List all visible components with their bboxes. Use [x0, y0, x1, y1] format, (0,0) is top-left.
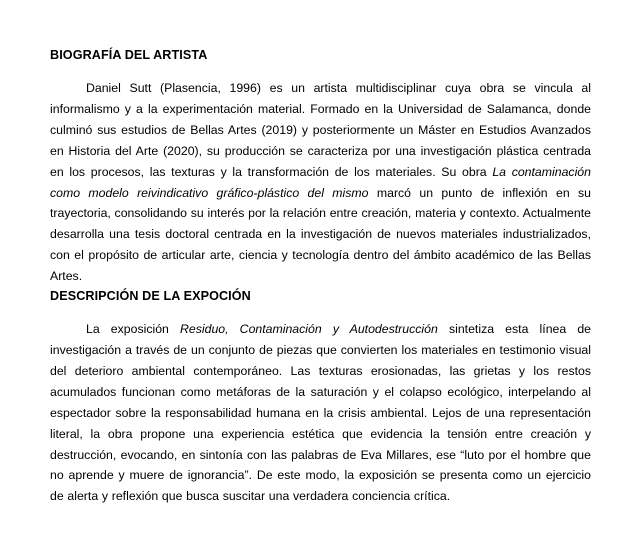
italic-title-text: Residuo, Contaminación y Autodestrucción	[180, 322, 438, 337]
exhibition-description-heading: DESCRIPCIÓN DE LA EXPOCIÓN	[50, 289, 251, 304]
biography-heading: BIOGRAFÍA DEL ARTISTA	[50, 48, 208, 62]
italic-title-text: La contaminación como modelo reivindicativo gráfico-plástico del mismo	[50, 164, 591, 200]
exhibition-description-paragraph	[50, 319, 591, 507]
section-exhibition-description	[50, 288, 591, 507]
body-text: marcó un punto de inflexión en su trayectoria, consolidando su interés por la relación entre creación, materia y contexto. Actualmente desarrolla una tesis doctoral centrada en la investigación de nuevos materiales industrializados, con el propósito de articular arte, ciencia y tecnología dentro del ámbito académico de las Bellas Artes.	[50, 185, 591, 284]
body-text: La exposición	[86, 322, 181, 337]
biography-paragraph	[50, 78, 591, 287]
section-biography	[50, 47, 591, 287]
body-text: sintetiza esta línea de investigación a través de un conjunto de piezas que convierten los materiales en testimonio visual del deterioro ambiental contemporáneo. Las texturas erosionadas, las grietas y los restos acumulados funcionan como metáforas de la saturación y el colapso ecológico, interpelando al espectador sobre la responsabilidad humana en la crisis ambiental. Lejos de una representación literal, la obra propone una experiencia estética que evidencia la tensión entre creación y destrucción, evocando, en sintonía con las palabras de Eva Millares, ese “luto por el hombre que no aprende y muere de ignorancia”. De este modo, la exposición se presenta como un ejercicio de alerta y reflexión que busca suscitar una verdadera conciencia crítica.	[50, 322, 592, 504]
body-text: Daniel Sutt (Plasencia, 1996) es un artista multidisciplinar cuya obra se vincula al informalismo y a la experimentación material. Formado en la Universidad de Salamanca, donde culminó sus estudios de Bellas Artes (2019) y posteriormente un Máster en Estudios Avanzados en Historia del Arte (2020), su producción se caracteriza por una investigación plástica centrada en los procesos, las texturas y la transformación de los materiales. Su obra	[50, 81, 591, 179]
